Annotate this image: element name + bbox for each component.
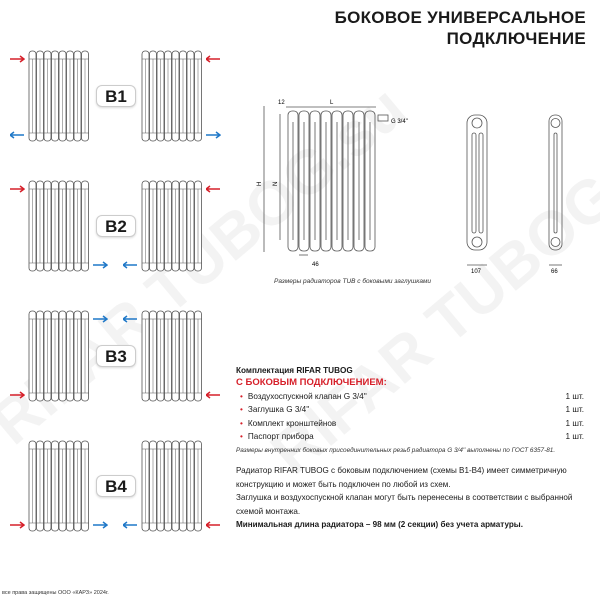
return-arrow-icon [123, 261, 138, 269]
note-min-length: Минимальная длина радиатора – 98 мм (2 секции) без учета арматуры. [236, 520, 523, 529]
radiator-icon [28, 440, 90, 532]
supply-arrow-icon [206, 55, 221, 63]
return-arrow-icon [206, 131, 221, 139]
radiator-icon [28, 310, 90, 402]
kit-heading: Комплектация RIFAR TUBOG [236, 366, 353, 375]
supply-arrow-icon [10, 521, 25, 529]
front-view [264, 106, 388, 255]
radiator-icon [141, 440, 203, 532]
kit-item-name: • Комплект кронштейнов [240, 417, 336, 430]
kit-item [236, 417, 584, 430]
kit-item-qty: 1 шт. [565, 418, 584, 428]
kit-item-name: • Паспорт прибора [240, 430, 314, 443]
dim-depth-2: 66 [551, 269, 558, 275]
scheme-label: B2 [96, 215, 136, 237]
dim-length: L [330, 100, 334, 106]
return-arrow-icon [93, 521, 108, 529]
supply-arrow-icon [10, 55, 25, 63]
return-arrow-icon [93, 315, 108, 323]
kit-item-qty: 1 шт. [565, 405, 584, 415]
threaded-fitting [378, 115, 388, 121]
page-title [335, 7, 586, 49]
return-arrow-icon [93, 261, 108, 269]
kit-footnote: Размеры внутренних боковых присоединительных резьб радиатора G 3/4'' выполнены по ГОСТ 6357-81. [236, 446, 556, 454]
title-line-1: БОКОВОЕ УНИВЕРСАЛЬНОЕ [334, 8, 586, 27]
kit-item-qty: 1 шт. [565, 432, 584, 442]
note-symmetry: Радиатор RIFAR TUBOG с боковым подключением (схемы В1-В4) имеет симметричную конструкцию и может быть подключен по любой из схем. [236, 466, 567, 489]
scheme-label: B3 [96, 345, 136, 367]
connection-schemes [0, 0, 240, 560]
kit-subheading: С БОКОВЫМ ПОДКЛЮЧЕНИЕМ: [236, 377, 387, 388]
supply-arrow-icon [206, 521, 221, 529]
radiator-icon [28, 180, 90, 272]
kit-item-name: • Заглушка G 3/4'' [240, 403, 309, 416]
kit-item [236, 403, 584, 416]
return-arrow-icon [123, 315, 138, 323]
copyright: все права защищены ООО «КАРЗ» 2024г. [2, 590, 109, 596]
drawing-caption: Размеры радиаторов TUB с боковыми заглушками [274, 278, 432, 285]
dimension-drawing [250, 90, 600, 290]
scheme-label: B1 [96, 85, 136, 107]
title-line-2: ПОДКЛЮЧЕНИЕ [446, 29, 586, 48]
radiator-icon [28, 50, 90, 142]
kit-item-name: • Воздухоспускной клапан G 3/4'' [240, 390, 367, 403]
side-view-2-column [549, 115, 562, 265]
dim-height: H [257, 181, 263, 186]
supply-arrow-icon [10, 391, 25, 399]
kit-item [236, 390, 584, 403]
supply-arrow-icon [10, 185, 25, 193]
dim-pitch: 46 [312, 262, 319, 268]
return-arrow-icon [123, 521, 138, 529]
radiator-icon [141, 310, 203, 402]
notes [236, 464, 586, 532]
dim-depth-3: 107 [471, 269, 482, 275]
return-arrow-icon [10, 131, 25, 139]
kit-item [236, 430, 584, 443]
radiator-icon [141, 180, 203, 272]
side-view-3-column [467, 115, 487, 265]
scheme-label: B4 [96, 475, 136, 497]
kit-item-qty: 1 шт. [565, 392, 584, 401]
supply-arrow-icon [206, 185, 221, 193]
supply-arrow-icon [206, 391, 221, 399]
dim-offset: 12 [278, 100, 285, 106]
radiator-icon [141, 50, 203, 142]
dim-axis: N [273, 181, 279, 186]
note-relocation: Заглушка и воздухоспускной клапан могут быть перенесены в соответствии с выбранной схемой монтажа. [236, 493, 573, 516]
dim-thread: G 3/4'' [391, 119, 408, 125]
kit-section [236, 366, 584, 454]
